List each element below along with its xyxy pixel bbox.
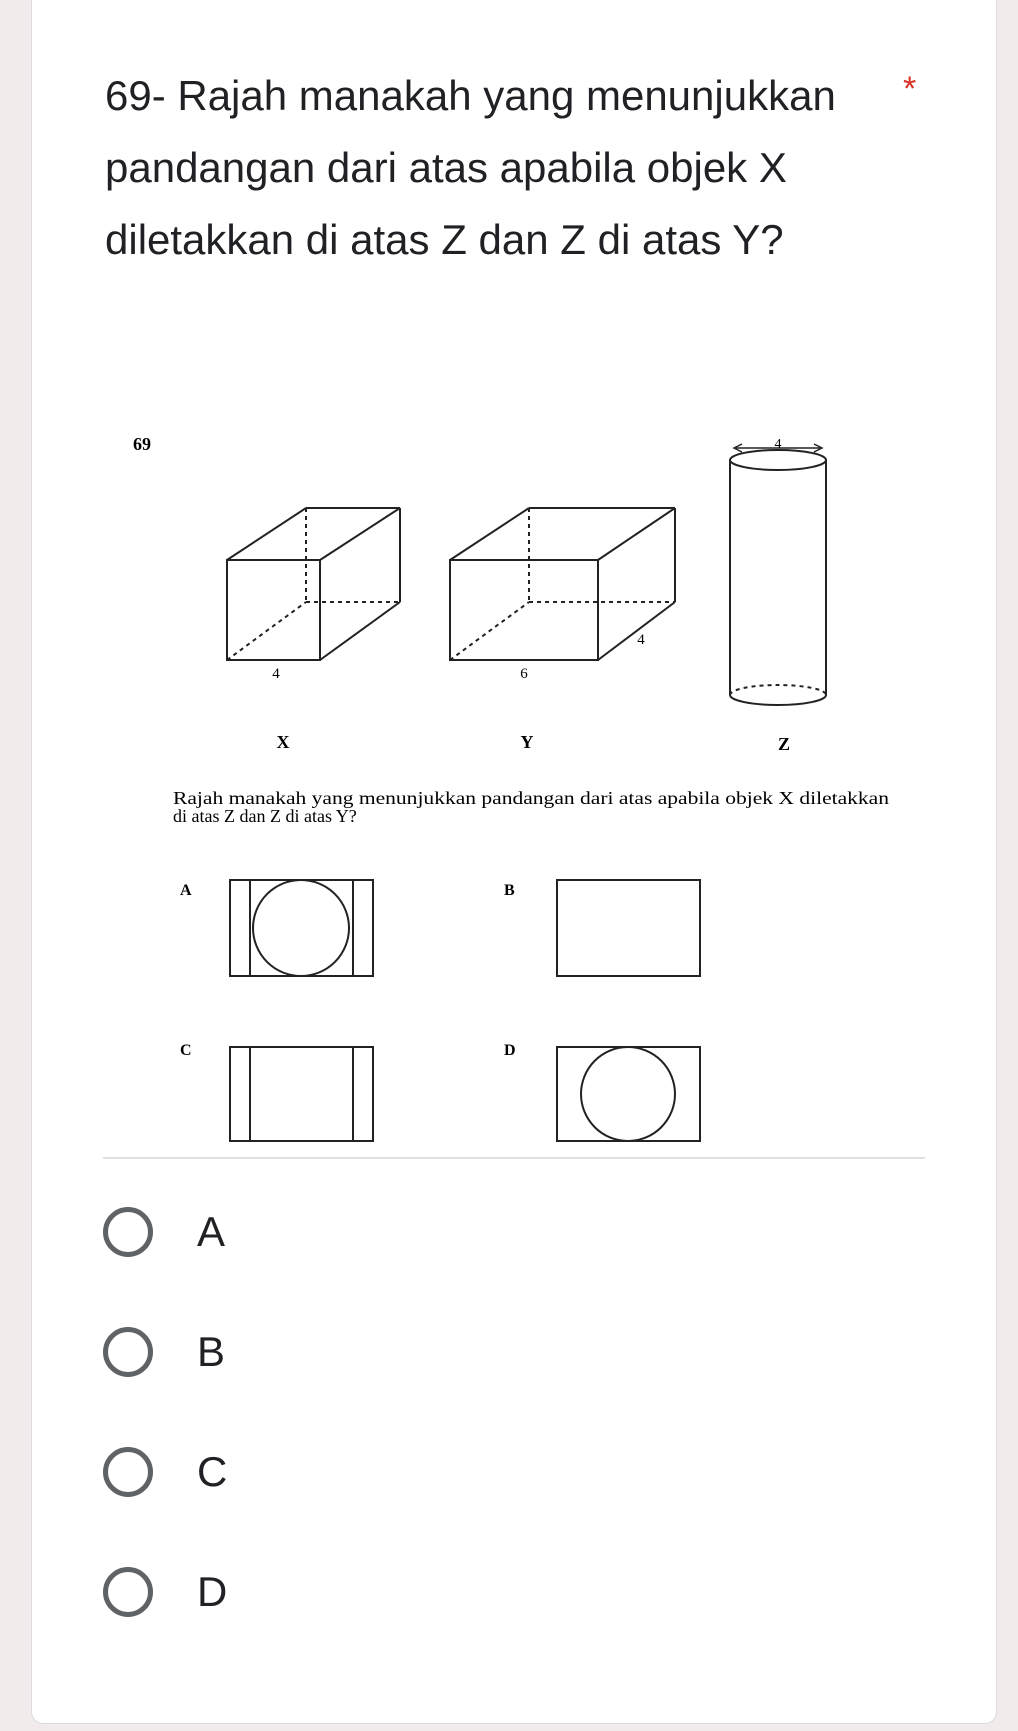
radio-circle-icon[interactable] [103,1327,153,1377]
figure-svg [120,420,920,1150]
answer-figure-a-label: A [180,882,192,899]
answer-figure-d-label: D [504,1042,516,1059]
question-figure [120,420,920,1150]
option-c[interactable] [103,1436,703,1508]
figure-caption-line-2: di atas Z dan Z di atas Y? [173,806,357,826]
object-y-front-dimension: 6 [520,666,528,682]
option-a[interactable] [103,1196,703,1268]
divider [103,1157,925,1159]
option-label: B [197,1328,226,1375]
option-label: D [197,1568,228,1615]
object-z-dimension: 4 [774,437,782,452]
radio-circle-icon[interactable] [103,1447,153,1497]
option-label: A [197,1208,226,1255]
object-y-depth-dimension: 4 [637,632,645,648]
object-x-dimension: 4 [272,666,280,682]
answer-figure-b [557,880,700,976]
object-x-label: X [276,732,290,752]
option-d[interactable] [103,1556,703,1628]
object-y-label: Y [520,732,534,752]
radio-circle-icon[interactable] [103,1207,153,1257]
answer-figure-d [557,1047,700,1141]
radio-circle-icon[interactable] [103,1567,153,1617]
answer-figure-c [230,1047,373,1141]
object-z-cylinder [730,444,826,705]
required-asterisk: * [903,70,917,108]
object-x-cube [227,508,400,660]
figure-caption-line-1: Rajah manakah yang menunjukkan pandangan dari atas apabila objek X diletakkan [173,788,889,808]
object-z-label: Z [777,734,791,754]
option-label: C [197,1448,228,1495]
option-b[interactable] [103,1316,703,1388]
question-title: 69- Rajah manakah yang menunjukkan pandangan dari atas apabila objek X diletakkan di atas Z dan Z di atas Y? [105,72,836,263]
answer-figure-b-label: B [504,882,515,899]
answer-figure-c-label: C [180,1042,192,1059]
answer-figure-a [230,880,373,976]
figure-number: 69 [133,434,151,454]
